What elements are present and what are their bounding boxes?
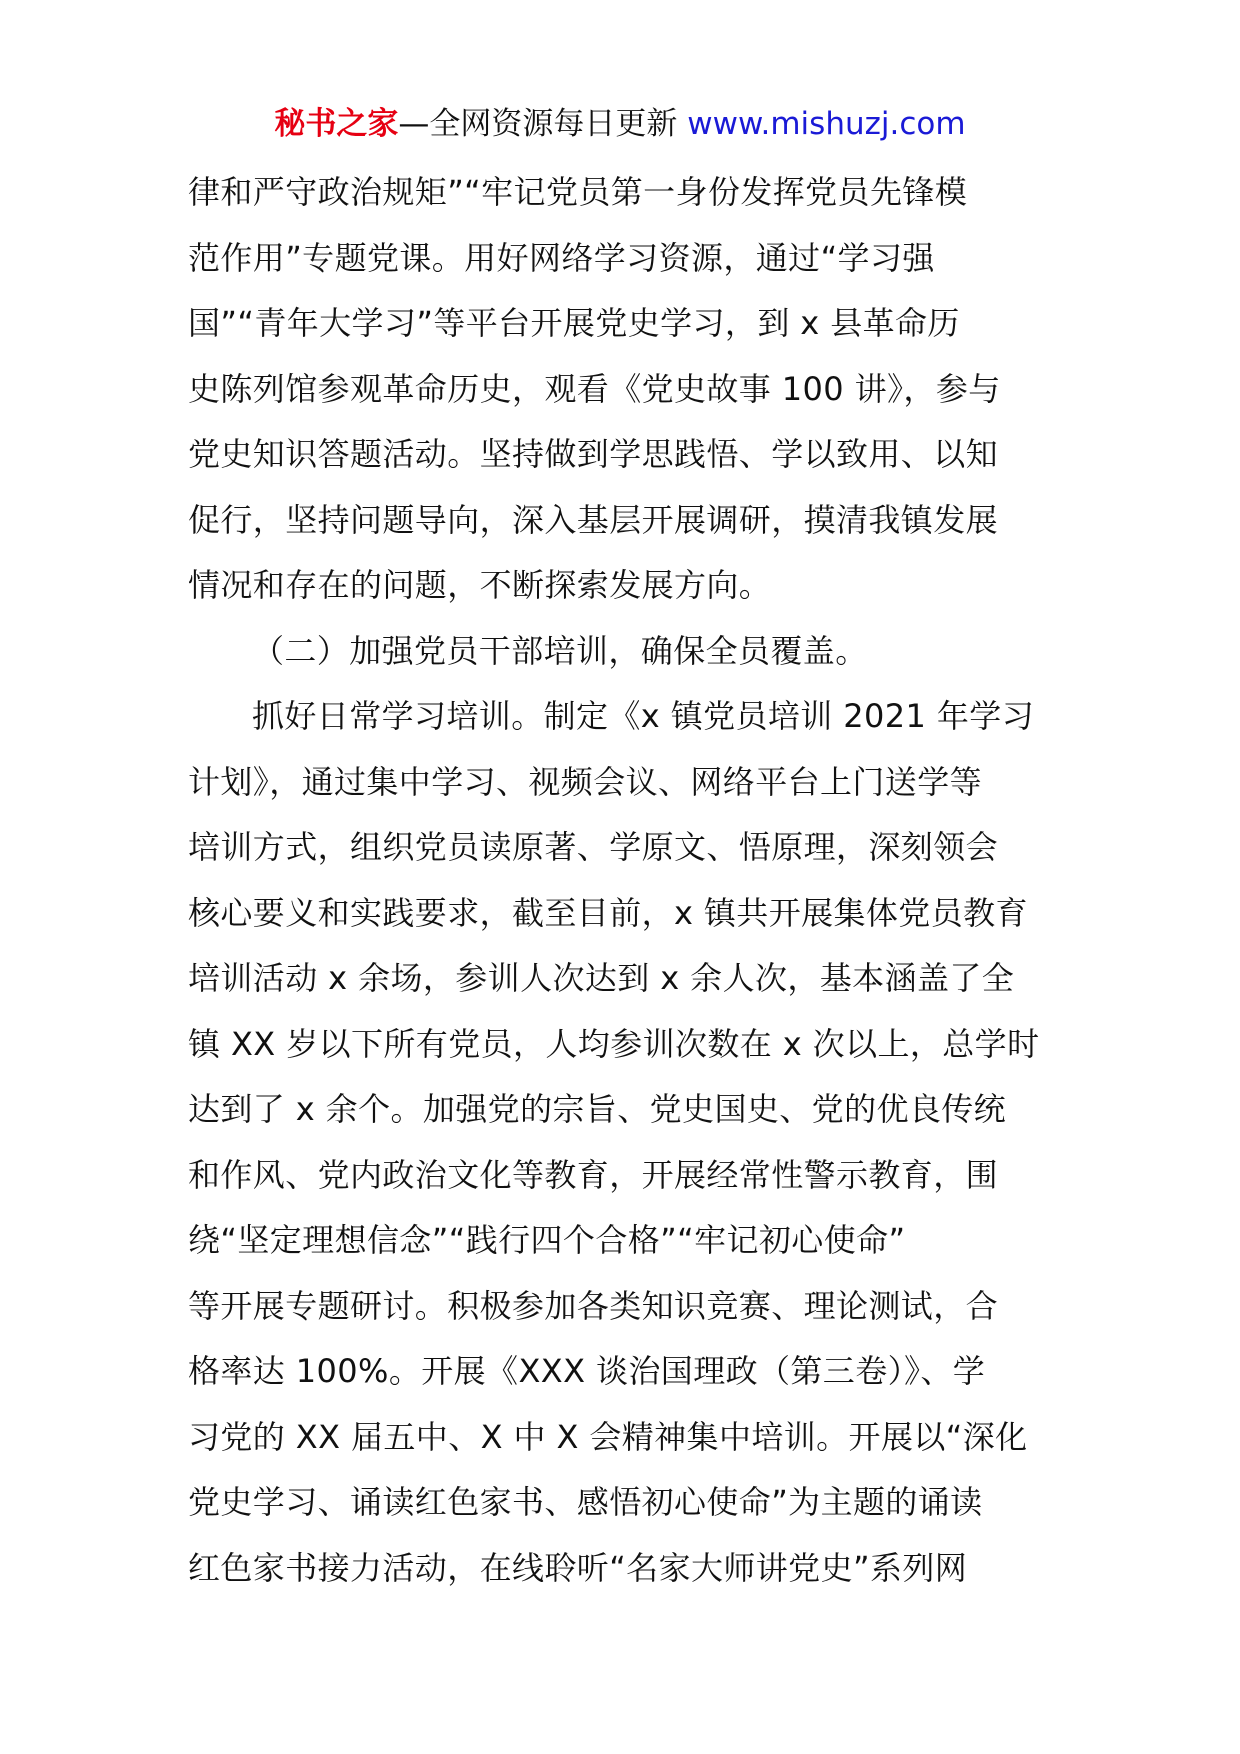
text-line: 镇 XX 岁以下所有党员，人均参训次数在 x 次以上，总学时 (188, 1024, 1040, 1063)
page-header (0, 104, 1240, 144)
text-line: 律和严守政治规矩”“牢记党员第一身份发挥党员先锋模 (188, 173, 968, 211)
text-line: 培训方式，组织党员读原著、学原文、悟原理，深刻领会 (188, 828, 999, 866)
site-url-link[interactable]: www.mishuzj.com (687, 106, 966, 142)
brand-name: 秘书之家 (274, 106, 399, 142)
text-line: 和作风、党内政治文化等教育，开展经常性警示教育，围 (188, 1155, 999, 1194)
document-body (188, 160, 1054, 1601)
header-tagline: —全网资源每日更新 (398, 106, 678, 142)
text-line: 习党的 XX 届五中、X 中 X 会精神集中培训。开展以“深化 (188, 1417, 1028, 1456)
text-line: 核心要义和实践要求，截至目前，x 镇共开展集体党员教育 (188, 893, 1028, 932)
text-line: 范作用”专题党课。用好网络学习资源，通过“学习强 (188, 238, 935, 277)
text-line: 培训活动 x 余场，参训人次达到 x 余人次，基本涵盖了全 (188, 959, 1015, 997)
text-line: 促行，坚持问题导向，深入基层开展调研，摸清我镇发展 (188, 500, 999, 539)
text-line: 格率达 100%。开展《XXX 谈治国理政（第三卷）》、学 (188, 1352, 986, 1390)
text-line: 情况和存在的问题，不断探索发展方向。 (188, 566, 772, 604)
text-line: 计划》，通过集中学习、视频会议、网络平台上门送学等 (188, 762, 983, 801)
text-line: 党史学习、诵读红色家书、感悟初心使命”为主题的诵读 (188, 1483, 983, 1521)
text-line: 史陈列馆参观革命历史，观看《党史故事 100 讲》，参与 (188, 369, 1001, 408)
text-line: 等开展专题研讨。积极参加各类知识竞赛、理论测试，合 (188, 1286, 999, 1325)
text-line: 党史知识答题活动。坚持做到学思践悟、学以致用、以知 (188, 435, 999, 473)
paragraph-start-line: 抓好日常学习培训。制定《x 镇党员培训 2021 年学习 (252, 697, 1035, 735)
text-line: 绕“坚定理想信念”“践行四个合格”“牢记初心使命” (188, 1221, 906, 1259)
text-line: 达到了 x 余个。加强党的宗旨、党史国史、党的优良传统 (188, 1090, 1007, 1128)
text-line: 国”“青年大学习”等平台开展党史学习，到 x 县革命历 (188, 304, 960, 342)
text-line: 红色家书接力活动，在线聆听“名家大师讲党史”系列网 (188, 1548, 968, 1587)
section-heading: （二）加强党员干部培训，确保全员覆盖。 (252, 631, 868, 670)
